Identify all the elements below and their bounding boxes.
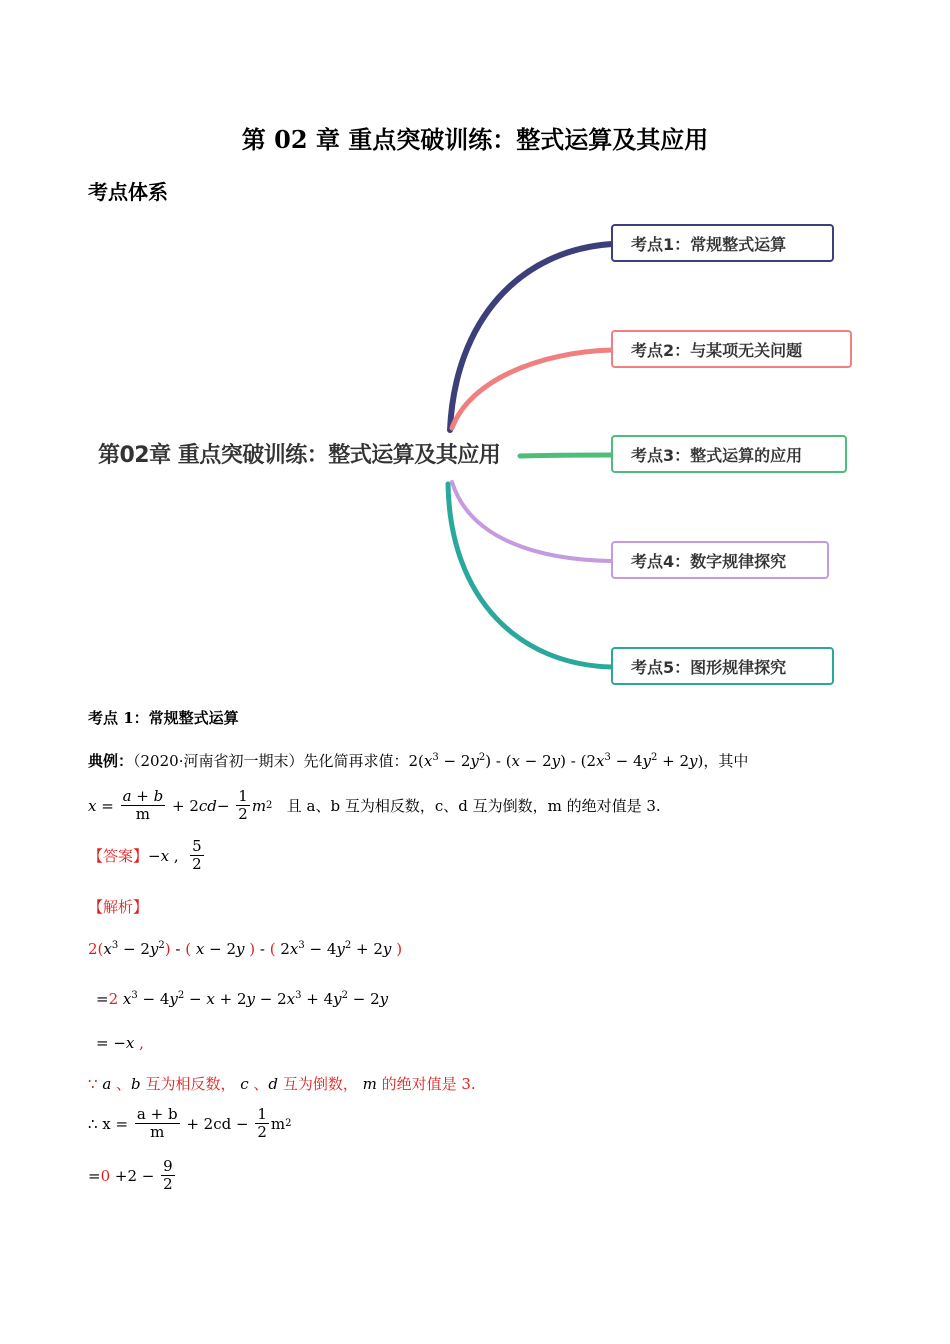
because-line: ∵ a 、b 互为相反数， c 、d 互为倒数， m 的绝对值是 3. xyxy=(88,1075,476,1093)
branch-curve-1 xyxy=(450,244,612,430)
example-text: （2020·河南省初一期末）先化简再求值： xyxy=(133,752,409,770)
node-label: 考点4：数字规律探究 xyxy=(631,551,787,571)
mindmap-node-3 xyxy=(611,435,847,473)
kp1-title: 考点 1：常规整式运算 xyxy=(88,709,239,727)
because-text-3: 的绝对值是 3. xyxy=(381,1075,476,1093)
answer-line: 【答案】 − x , $\frac{5}{2}$ xyxy=(88,837,202,874)
example-label: 典例： xyxy=(88,752,134,770)
mindmap-node-1 xyxy=(611,224,834,262)
section-heading: 考点体系 xyxy=(88,180,168,204)
therefore-line: ∴ x = $\frac{a + b}{m}$ + 2cd − $\frac{1}{2}$ m 2 xyxy=(88,1105,292,1142)
branch-curve-5 xyxy=(448,484,612,667)
solution-step-1: $2(x^3 - 2y^2)$ - ( x − 2y ) - ( $2x^3 - 4y^2 + 2y$ ) xyxy=(88,940,403,958)
node-label: 考点5：图形规律探究 xyxy=(631,657,787,677)
node-label: 考点2：与某项无关问题 xyxy=(631,340,803,360)
page-title: 第 02 章 重点突破训练：整式运算及其应用 xyxy=(241,125,709,154)
node-label: 考点3：整式运算的应用 xyxy=(631,445,803,465)
analysis-label: 【解析】 xyxy=(88,898,149,916)
branch-curve-3 xyxy=(520,455,612,456)
node-label: 考点1：常规整式运算 xyxy=(631,234,787,254)
branch-curve-2 xyxy=(452,350,612,428)
example-tail: ，其中 xyxy=(703,752,749,770)
because-text-2: 互为倒数， xyxy=(282,1075,358,1093)
mindmap-node-2 xyxy=(611,330,852,368)
mindmap-node-4 xyxy=(611,541,829,579)
because-text-1: 互为相反数， xyxy=(145,1075,236,1093)
mindmap-center: 第02章 重点突破训练：整式运算及其应用 xyxy=(98,443,501,468)
solution-step-3: = −x , xyxy=(96,1034,144,1052)
answer-label: 【答案】 xyxy=(88,847,149,866)
branch-curve-4 xyxy=(452,482,612,561)
mindmap-node-5 xyxy=(611,647,834,685)
solution-step-2: =2 $x^3 - 4y^2 - x + 2y - 2x^3 + 4y^2 - 2y$ xyxy=(96,990,389,1008)
condition-text: 且 a、b 互为相反数，c、d 互为倒数，m 的绝对值是 3. xyxy=(286,797,661,816)
solution-step-4: = 0 +2 − $\frac{9}{2}$ xyxy=(88,1157,173,1194)
condition-line: x = $\frac{a + b}{m}$ + 2 cd − $\frac{1}{2}$ m 2 且 a、b 互为相反数，c、d 互为倒数，m 的绝对值是 3. xyxy=(88,787,661,824)
example-line: 典例：（2020·河南省初一期末）先化简再求值：$2(x^3 - 2y^2) - (x - 2y) - (2x^3 - 4y^2 + 2y)$，其中 xyxy=(88,752,749,770)
